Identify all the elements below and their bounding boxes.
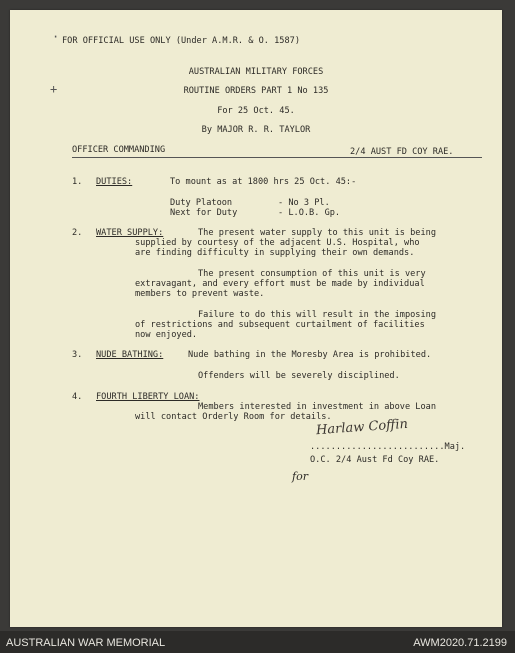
- item-heading-nude-bathing: NUDE BATHING:: [96, 350, 164, 360]
- official-use-notice: FOR OFFICIAL USE ONLY (Under A.M.R. & O. 1587): [62, 36, 300, 46]
- bathing-text: Offenders will be severely disciplined.: [198, 371, 400, 381]
- document-page: [10, 10, 502, 627]
- duty-value: - L.O.B. Gp.: [278, 208, 341, 218]
- duties-text: To mount as at 1800 hrs 25 Oct. 45:-: [170, 177, 357, 187]
- water-text-line: are finding difficulty in supplying their own demands.: [135, 248, 415, 258]
- orders-heading: ROUTINE ORDERS PART 1 No 135: [183, 86, 329, 96]
- handwritten-signature: Harlaw Coffin: [315, 416, 409, 439]
- item-number: 4.: [72, 392, 83, 402]
- orders-by: By MAJOR R. R. TAYLOR: [201, 125, 311, 135]
- unit-label: 2/4 AUST FD COY RAE.: [350, 147, 454, 157]
- signature-for: for: [292, 470, 308, 483]
- orders-date: For 25 Oct. 45.: [217, 106, 295, 116]
- water-text-line: The present water supply to this unit is being: [198, 228, 436, 238]
- water-text-line: extravagant, and every effort must be made by individual: [135, 279, 425, 289]
- duty-label: Duty Platoon: [170, 198, 233, 208]
- signature-line: ..........................Maj.: [310, 442, 466, 452]
- duty-value: - No 3 Pl.: [278, 198, 330, 208]
- signature-title: O.C. 2/4 Aust Fd Coy RAE.: [310, 455, 440, 465]
- water-text-line: members to prevent waste.: [135, 289, 265, 299]
- archive-name: AUSTRALIAN WAR MEMORIAL: [6, 637, 166, 649]
- loan-text-line: Members interested in investment in above Loan: [198, 402, 436, 412]
- bathing-text: Nude bathing in the Moresby Area is prohibited.: [188, 350, 432, 360]
- item-number: 3.: [72, 350, 83, 360]
- water-text-line: The present consumption of this unit is very: [198, 269, 426, 279]
- duty-label: Next for Duty: [170, 208, 238, 218]
- item-heading-liberty-loan: FOURTH LIBERTY LOAN:: [96, 392, 200, 402]
- water-text-line: now enjoyed.: [135, 330, 198, 340]
- item-number: 2.: [72, 228, 83, 238]
- loan-text-line: will contact Orderly Room for details.: [135, 412, 332, 422]
- pencil-mark: +: [50, 82, 58, 96]
- archive-footer: [0, 631, 515, 653]
- heading-rule: [72, 157, 482, 158]
- item-heading-duties: DUTIES:: [96, 177, 133, 187]
- water-text-line: of restrictions and subsequent curtailment of facilities: [135, 320, 425, 330]
- item-heading-water-supply: WATER SUPPLY:: [96, 228, 164, 238]
- oc-label: OFFICER COMMANDING: [72, 145, 166, 155]
- pencil-mark: ·: [52, 30, 60, 44]
- archive-id: AWM2020.71.2199: [413, 637, 507, 649]
- item-number: 1.: [72, 177, 83, 187]
- water-text-line: Failure to do this will result in the imposing: [198, 310, 436, 320]
- org-heading: AUSTRALIAN MILITARY FORCES: [188, 67, 324, 77]
- water-text-line: supplied by courtesy of the adjacent U.S. Hospital, who: [135, 238, 420, 248]
